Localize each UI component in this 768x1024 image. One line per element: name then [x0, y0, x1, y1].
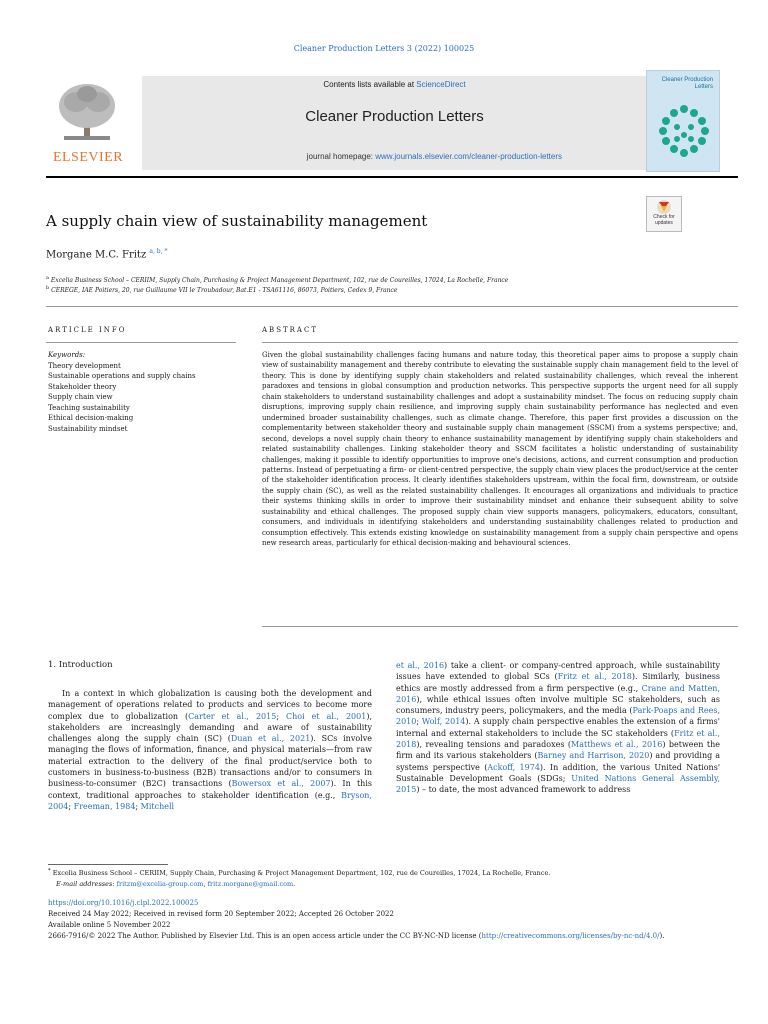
- affiliation-b-mark: b: [46, 285, 50, 291]
- homepage-link[interactable]: www.journals.elsevier.com/cleaner-production-letters: [375, 152, 562, 161]
- citation-link[interactable]: Ackoff, 1974: [487, 762, 540, 772]
- body-text: ), stakeholders are increasingly demanding and aware of sustainability challenges along the supply chain (SC) (: [48, 711, 372, 744]
- citation-link[interactable]: Matthews et al., 2016: [571, 740, 663, 750]
- affiliation-a-text: Excelia Business School – CERIIM, Supply Chain, Purchasing & Project Management Department, 102, rue de Coureilles, 17024, La Rochelle, France: [50, 277, 509, 284]
- body-text: ) take a client- or company-centred approach, while sustainability issues have extended to global SCs (: [396, 661, 721, 682]
- body-text: ). SCs involve managing the flows of information, finance, and physical materials—from raw material extraction to the delivery of the final product/service both to customers in business-to-business (B2B) transactions and/or to consumers in business-to-consumer (B2C) transactions (: [48, 734, 372, 789]
- citation-link[interactable]: Fritz et al., 2018: [557, 672, 632, 682]
- keyword-item: Theory development: [48, 361, 121, 370]
- citation-link[interactable]: et al., 2016: [396, 661, 445, 670]
- abstract-text: Given the global sustainability challenges facing humans and nature today, this theoretical paper aims to propose a supply chain view of sustainability management and thereby contribute to elevating the sustainable supply chain management field to the level of theory. This is done by identifying supply chain stakeholders and related sustainability challenges, which reveal the inherent paradoxes and tensions in global consumption and production networks. This perspective supports the urgent need for all supply chain stakeholders to understand sustainability challenges and adopt a sustainability mindset. The focus on reducing supply chain disruptions, improving supply chain resilience, and improving supply chain sustainability performance has neglected and even undermined broader sustainability challenges, such as climate change. Therefore, this paper first provides a discussion on the complementarity between stakeholder theory and sustainable supply chain management (SSCM) from a systems perspective; and, second, develops a novel supply chain theory to enhance sustainability management by identifying supply chain stakeholders and related sustainability challenges. Linking stakeholder theory and SSCM facilitates a holistic understanding of sustainability challenges, making it possible to identify opportunities to improve one's decisions, actions, and current consumption and production patterns. Instead of perpetuating a firm- or client-centred perspective, the supply chain view places the product/service at the center of the stakeholder identification process. It clearly identifies stakeholders upstream, within the focal firm, downstream, or outside the supply chain (SC), as well as the related sustainability challenges. It encourages all organizations and individuals to practice their systems thinking skills in order to improve their sustainability mindset and enhance their subsequent ability to solve sustainability and ethical challenges. The proposed supply chain view supports managers, policymakers, educators, consultant, consumers, and individuals in identifying stakeholders and understanding sustainability challenges related to production and consumption effectively. This extends existing knowledge on sustainability management from a supply chain perspective and opens new research areas, particularly for ethical decision-making and behavioural sciences.: [262, 351, 738, 548]
- keyword-item: Teaching sustainability: [48, 403, 130, 412]
- citation-link[interactable]: Bryson, 2004: [48, 790, 372, 811]
- license-prefix: 2666-7916/© 2022 The Author. Published by Elsevier Ltd. This is an open access article under the CC BY-NC-ND license (: [48, 932, 482, 940]
- keywords-panel: [48, 350, 236, 434]
- homepage-line: [142, 152, 562, 161]
- citation-link[interactable]: Crane and Matten, 2016: [396, 683, 720, 704]
- affiliation-a-mark: a: [46, 275, 49, 281]
- citation-link[interactable]: Park-Poaps and Rees, 2010: [396, 706, 721, 727]
- citation-link[interactable]: Barney and Harrison, 2020: [537, 751, 650, 761]
- journal-citation[interactable]: Cleaner Production Letters 3 (2022) 100025: [293, 44, 475, 53]
- email-link-1[interactable]: fritzm@excelia-group.com: [116, 880, 204, 889]
- abstract-rule: [262, 342, 738, 343]
- citation-link[interactable]: Wolf, 2014: [421, 717, 466, 727]
- citation-link[interactable]: United Nations General Assembly, 2015: [396, 773, 720, 795]
- publication-info: [48, 898, 738, 942]
- sciencedirect-link[interactable]: ScienceDirect: [416, 80, 466, 89]
- cover-dots-icon: [655, 99, 713, 163]
- abstract-heading: ABSTRACT: [262, 326, 319, 334]
- affiliation-a: [46, 275, 508, 284]
- corresponding-note: [48, 866, 738, 879]
- corresponding-text: Excelia Business School – CERIIM, Supply Chain, Purchasing & Project Management Department, 102, rue de Coureilles, 17024, La Rochelle, France.: [52, 869, 551, 878]
- abstract-bottom-rule: [262, 626, 738, 627]
- author-affil-marks[interactable]: a, b, *: [149, 248, 168, 255]
- homepage-label: journal homepage:: [306, 152, 376, 161]
- license-link[interactable]: http://creativecommons.org/licenses/by-nc-nd/4.0/: [481, 932, 660, 940]
- citation-link[interactable]: Choi et al., 2001: [286, 711, 367, 721]
- journal-title: Cleaner Production Letters: [305, 108, 484, 125]
- author-name: Morgane M.C. Fritz: [46, 249, 147, 261]
- author-line: [46, 248, 167, 260]
- cover-title: Cleaner Production Letters: [661, 77, 713, 90]
- introduction-heading: 1. Introduction: [48, 660, 113, 670]
- citation-link[interactable]: Carter et al., 2015: [188, 711, 277, 721]
- contents-line: [142, 80, 647, 89]
- corresponding-mark: *: [48, 868, 51, 874]
- keyword-item: Stakeholder theory: [48, 382, 117, 391]
- elsevier-tree-icon: [54, 80, 120, 144]
- elsevier-logo: [46, 76, 128, 170]
- email-separator: ,: [203, 880, 208, 889]
- affiliation-b-text: CEREGE, IAE Poitiers, 20, rue Guillaume VII le Troubadour, Bat.E1 - TSA61116, 86073, Poitiers, Cedex 9, France: [51, 287, 398, 294]
- body-text: ). In this context, traditional approaches to stakeholder identification (e.g.,: [48, 779, 372, 800]
- contents-prefix: Contents lists available at: [323, 80, 417, 89]
- body-text: ), revealing tensions and paradoxes (: [416, 740, 572, 750]
- keyword-item: Sustainable operations and supply chains: [48, 372, 196, 380]
- body-text: ). In addition, the various United Nations' Sustainable Development Goals (SDGs;: [396, 762, 721, 783]
- citation-link[interactable]: Duan et al., 2021: [230, 734, 311, 744]
- available-online: Available online 5 November 2022: [48, 921, 171, 929]
- body-text: ;: [276, 711, 286, 721]
- email-end: .: [293, 880, 296, 889]
- keyword-item: Sustainability mindset: [48, 424, 128, 433]
- header-rule: [46, 176, 738, 178]
- footnote: [48, 866, 738, 890]
- article-info-heading: ARTICLE INFO: [48, 326, 127, 334]
- received-dates: Received 24 May 2022; Received in revised form 20 September 2022; Accepted 26 October 2022: [48, 910, 394, 918]
- body-text: ), while ethical issues often involve multiple SC stakeholders, such as consumers, industry peers, policymakers, and the media (: [396, 694, 720, 716]
- publisher-name: ELSEVIER: [52, 150, 124, 165]
- body-text: ). A supply chain perspective enables the extension of a firms' internal and external stakeholders to include the SC stakeholders (: [396, 717, 720, 738]
- body-text: ) and providing a systems perspective (: [396, 751, 721, 772]
- keyword-item: Ethical decision-making: [48, 414, 134, 422]
- citation-link[interactable]: Bowersox et al., 2007: [231, 779, 331, 789]
- affiliation-b: [46, 285, 397, 294]
- email-link-2[interactable]: fritz.morgane@gmail.com: [207, 880, 294, 889]
- body-text: ;: [135, 801, 141, 811]
- doi-link[interactable]: https://doi.org/10.1016/j.clpl.2022.100025: [48, 899, 199, 907]
- body-text: ;: [416, 717, 422, 727]
- keywords-label: Keywords:: [48, 351, 86, 359]
- crossmark-label: Check for updates: [653, 214, 675, 226]
- citation-link[interactable]: Mitchell: [140, 801, 175, 811]
- body-text: ). Similarly, business ethics are mostly addressed from a firm perspective (e.g.,: [396, 672, 720, 693]
- license-line: [48, 931, 738, 942]
- body-text: ) between the firm and its various stakeholders (: [396, 740, 720, 761]
- email-label: E-mail addresses:: [56, 880, 117, 889]
- body-text: ) – to date, the most advanced framework to address: [416, 785, 631, 795]
- article-info-rule: [46, 342, 236, 343]
- title-rule: [46, 306, 738, 307]
- body-text: ;: [68, 801, 74, 811]
- citation-link[interactable]: Freeman, 1984: [73, 801, 136, 811]
- footnote-rule: [48, 864, 168, 865]
- email-line: [48, 879, 738, 890]
- journal-cover[interactable]: [646, 70, 720, 172]
- citation-link[interactable]: Fritz et al., 2018: [396, 728, 721, 750]
- intro-right-column: [396, 660, 720, 796]
- body-text: In a context in which globalization is causing both the development and management of operations related to products and services to become more complex due to globalization (: [48, 689, 372, 721]
- intro-left-column: [48, 688, 372, 812]
- keyword-item: Supply chain view: [48, 393, 113, 401]
- article-title: A supply chain view of sustainability management: [46, 212, 428, 230]
- license-suffix: ).: [659, 932, 665, 940]
- crossmark-badge[interactable]: [646, 196, 682, 232]
